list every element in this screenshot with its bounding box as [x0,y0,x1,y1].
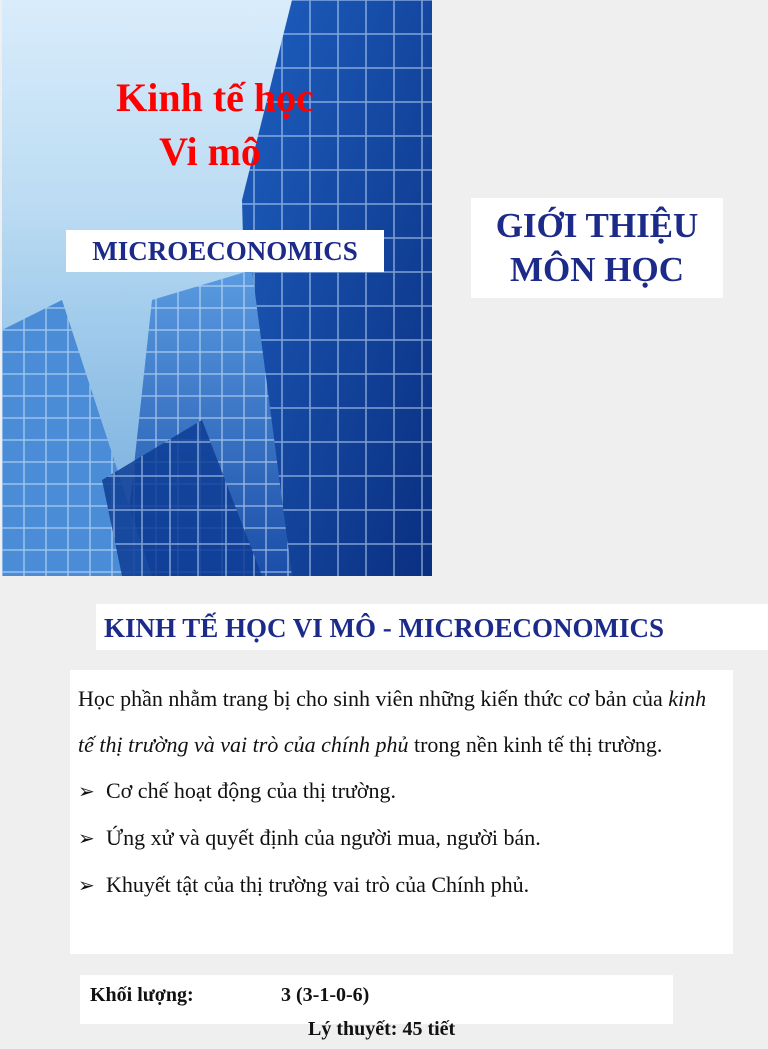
cover-image [2,0,432,576]
load-value: 3 (3-1-0-6) [281,984,370,1006]
course-heading: KINH TẾ HỌC VI MÔ - MICROECONOMICS [96,604,768,650]
cover-title-line1: Kinh tế học [116,75,314,120]
list-item [78,815,723,862]
course-description [70,670,733,954]
intro-line1: GIỚI THIỆU [495,206,699,245]
arrow-bullet-icon: ➢ [78,781,95,803]
bullet-text: Cơ chế hoạt động của thị trường. [106,778,396,803]
intro-title-box [471,198,723,298]
load-partial-line: Lý thuyết: 45 tiết [308,1018,456,1040]
bullet-text: Ứng xử và quyết định của người mua, người bán. [106,825,541,850]
list-item [78,768,723,815]
intro-line2: MÔN HỌC [509,250,684,289]
description-part2: trong nền kinh tế thị trường. [408,732,663,757]
description-part1: Học phần nhằm trang bị cho sinh viên những kiến thức cơ bản của [78,686,669,711]
description-paragraph [78,676,723,768]
arrow-bullet-icon: ➢ [78,828,95,850]
description-italic: kinh tế thị trường và vai trò của chính phủ [78,686,707,757]
list-item [78,862,723,909]
load-label: Khối lượng: [90,984,194,1006]
bullet-text: Khuyết tật của thị trường vai trò của Chính phủ. [106,872,530,897]
arrow-bullet-icon: ➢ [78,875,95,897]
course-load-box [80,975,673,1040]
cover-subtitle: MICROECONOMICS [66,230,384,272]
cover-title-line2: Vi mô [159,129,261,174]
